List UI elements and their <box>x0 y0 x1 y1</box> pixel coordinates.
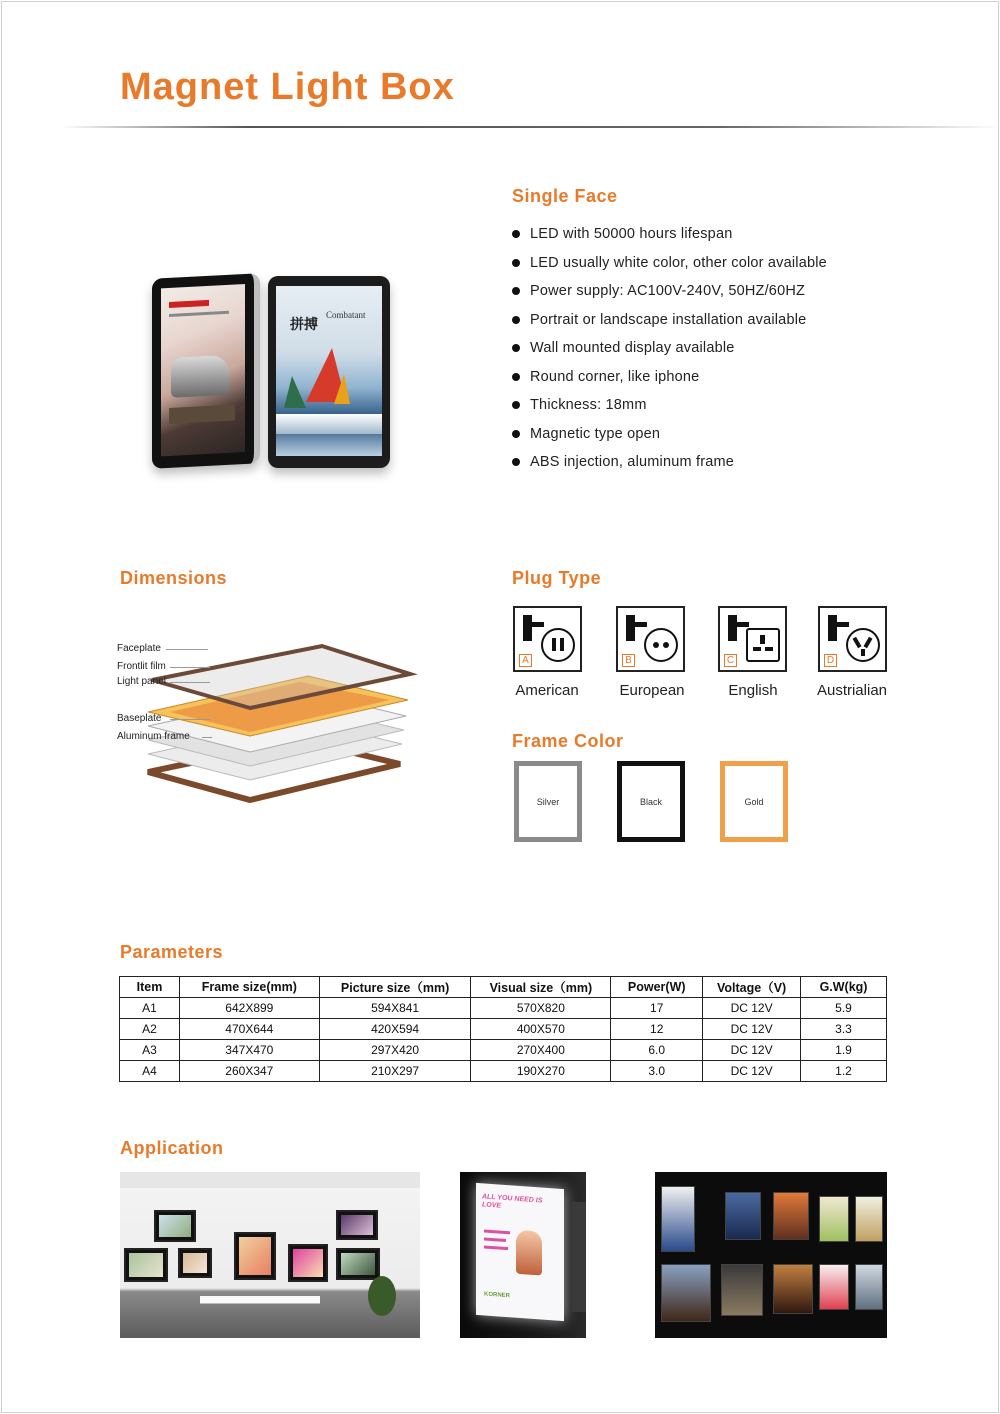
label-baseplate: Baseplate <box>117 713 162 724</box>
table-cell: A4 <box>120 1061 180 1082</box>
wall-lightbox <box>336 1248 380 1280</box>
poster <box>819 1264 849 1310</box>
feature-item: Wall mounted display available <box>512 338 827 367</box>
poster <box>819 1196 849 1242</box>
feature-item: LED with 50000 hours lifespan <box>512 224 827 253</box>
wall-lightbox <box>178 1248 212 1278</box>
poster-brand: KORNER <box>484 1291 511 1300</box>
table-cell: 1.2 <box>801 1061 887 1082</box>
poster-headline: ALL YOU NEED IS LOVE <box>482 1193 543 1210</box>
tablet-left <box>152 273 260 469</box>
bullet-icon <box>512 430 520 438</box>
english-socket-icon <box>746 628 780 662</box>
frame-swatch-gold: Gold <box>720 761 788 842</box>
table-cell: 12 <box>611 1019 703 1040</box>
application-heading: Application <box>120 1138 224 1158</box>
bullet-icon <box>512 401 520 409</box>
table-cell: 190X270 <box>471 1061 611 1082</box>
tablet-left-screen <box>161 284 245 456</box>
table-cell: 297X420 <box>319 1040 471 1061</box>
poster-title-cn: 拼搏 <box>290 316 318 332</box>
application-photo-gallery <box>120 1172 420 1338</box>
parameters-table <box>119 976 887 1082</box>
wall-lightbox <box>124 1248 168 1282</box>
column-header: Power(W) <box>611 977 703 998</box>
poster <box>721 1264 763 1316</box>
page-title: Magnet Light Box <box>120 66 455 108</box>
table-cell: 5.9 <box>801 998 887 1019</box>
plug-english <box>718 606 787 672</box>
leader-line <box>166 649 208 650</box>
label-faceplate: Faceplate <box>117 643 161 654</box>
frame-swatch-silver: Silver <box>514 761 582 842</box>
label-aluminum-frame: Aluminum frame <box>117 731 190 742</box>
poster <box>661 1264 711 1322</box>
plug-letter: A <box>519 654 532 667</box>
poster <box>855 1264 883 1310</box>
bullet-icon <box>512 458 520 466</box>
table-cell: 400X570 <box>471 1019 611 1040</box>
table-cell: DC 12V <box>703 1040 801 1061</box>
table-cell: DC 12V <box>703 1019 801 1040</box>
bullet-icon <box>512 373 520 381</box>
feature-item: Magnetic type open <box>512 424 827 453</box>
wall-lightbox <box>336 1210 378 1240</box>
frame-color-heading: Frame Color <box>512 731 624 751</box>
feature-item: Thickness: 18mm <box>512 395 827 424</box>
column-header: Voltage（V) <box>703 977 801 998</box>
table-cell: 3.3 <box>801 1019 887 1040</box>
wall-lightbox <box>288 1244 328 1282</box>
single-face-heading: Single Face <box>512 186 618 206</box>
feature-item: Round corner, like iphone <box>512 367 827 396</box>
table-cell: 420X594 <box>319 1019 471 1040</box>
table-cell: 642X899 <box>179 998 319 1019</box>
plug-american <box>513 606 582 672</box>
poster <box>773 1264 813 1314</box>
poster <box>773 1192 809 1240</box>
title-divider <box>60 126 1000 128</box>
bullet-icon <box>512 287 520 295</box>
feature-item: ABS injection, aluminum frame <box>512 452 827 481</box>
table-cell: DC 12V <box>703 998 801 1019</box>
poster <box>855 1196 883 1242</box>
leader-line <box>170 667 210 668</box>
table-cell: 6.0 <box>611 1040 703 1061</box>
poster <box>725 1192 761 1240</box>
table-cell: 260X347 <box>179 1061 319 1082</box>
frame-swatch-black: Black <box>617 761 685 842</box>
bullet-icon <box>512 316 520 324</box>
application-photo-lightbox <box>460 1172 586 1338</box>
column-header: Item <box>120 977 180 998</box>
application-photo-poster-wall <box>655 1172 887 1338</box>
table-cell: A3 <box>120 1040 180 1061</box>
plug-european <box>616 606 685 672</box>
table-row <box>120 1061 887 1082</box>
plug-prong-icon <box>728 615 737 641</box>
bullet-icon <box>512 230 520 238</box>
table-cell: DC 12V <box>703 1061 801 1082</box>
wall-lightbox <box>154 1210 196 1242</box>
column-header: Picture size（mm) <box>319 977 471 998</box>
plug-name-australian: Austrialian <box>816 682 888 699</box>
australian-socket-icon <box>846 628 880 662</box>
wall-lightbox <box>234 1232 276 1280</box>
backlit-poster <box>476 1183 564 1321</box>
table-cell: A1 <box>120 998 180 1019</box>
table-row <box>120 1040 887 1061</box>
table-cell: 17 <box>611 998 703 1019</box>
european-socket-icon <box>644 628 678 662</box>
plug-letter: D <box>824 654 837 667</box>
american-socket-icon <box>541 628 575 662</box>
label-light-panel: Light panel <box>117 676 166 687</box>
table-cell: 347X470 <box>179 1040 319 1061</box>
poster-title-en: Combatant <box>326 310 366 320</box>
table-cell: 570X820 <box>471 998 611 1019</box>
tablet-right <box>268 276 390 468</box>
leader-line <box>202 737 212 738</box>
parameters-heading: Parameters <box>120 942 224 962</box>
plug-letter: B <box>622 654 635 667</box>
feature-item: LED usually white color, other color available <box>512 253 827 282</box>
feature-item: Portrait or landscape installation available <box>512 310 827 339</box>
plug-name-european: European <box>619 682 685 699</box>
plug-prong-icon <box>626 615 635 641</box>
plug-prong-icon <box>523 615 532 641</box>
column-header: G.W(kg) <box>801 977 887 998</box>
bullet-icon <box>512 344 520 352</box>
plug-letter: C <box>724 654 737 667</box>
feature-list <box>512 224 827 481</box>
column-header: Frame size(mm) <box>179 977 319 998</box>
plug-type-heading: Plug Type <box>512 568 602 588</box>
leader-line <box>170 682 210 683</box>
dimensions-heading: Dimensions <box>120 568 228 588</box>
table-cell: 3.0 <box>611 1061 703 1082</box>
plug-australian <box>818 606 887 672</box>
table-row <box>120 1019 887 1040</box>
table-row <box>120 998 887 1019</box>
plug-prong-icon <box>828 615 837 641</box>
table-cell: 1.9 <box>801 1040 887 1061</box>
table-cell: 470X644 <box>179 1019 319 1040</box>
leader-line <box>170 719 210 720</box>
feature-item: Power supply: AC100V-240V, 50HZ/60HZ <box>512 281 827 310</box>
plug-name-english: English <box>728 682 778 699</box>
label-frontlit-film: Frontlit film <box>117 661 166 672</box>
column-header: Visual size（mm) <box>471 977 611 998</box>
table-header-row <box>120 977 887 998</box>
bullet-icon <box>512 259 520 267</box>
table-cell: A2 <box>120 1019 180 1040</box>
tablet-right-screen <box>276 286 382 456</box>
table-cell: 210X297 <box>319 1061 471 1082</box>
plug-name-american: American <box>515 682 579 699</box>
table-cell: 270X400 <box>471 1040 611 1061</box>
poster <box>661 1186 695 1252</box>
table-cell: 594X841 <box>319 998 471 1019</box>
